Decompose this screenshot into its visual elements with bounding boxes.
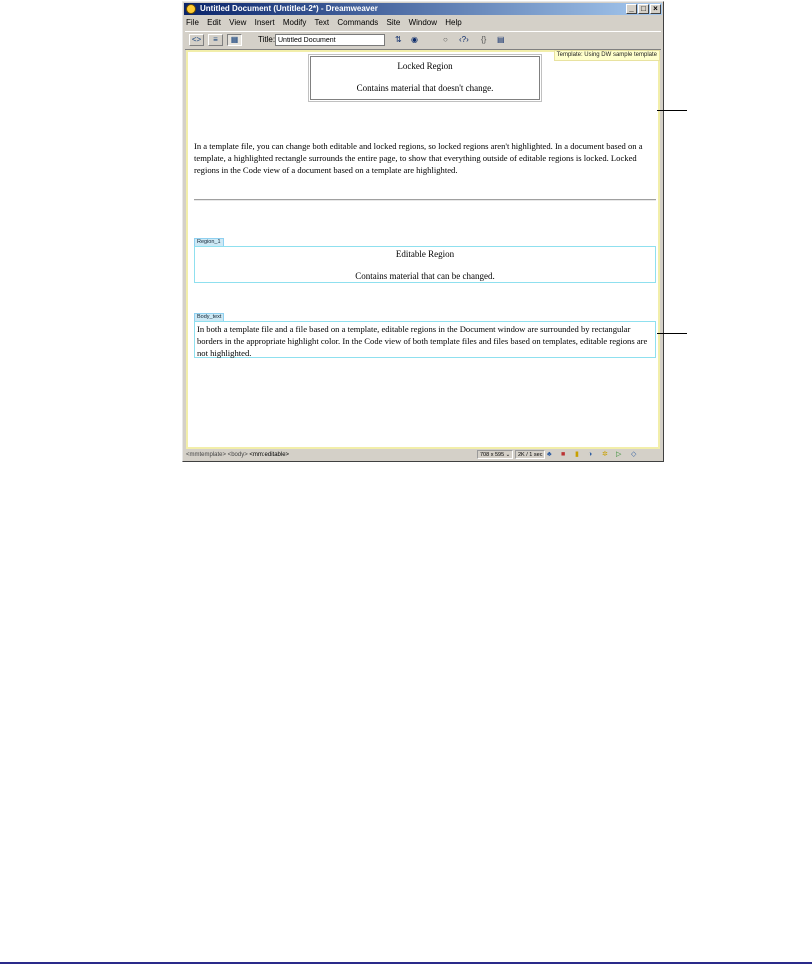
view-options-icon[interactable]: ▤ xyxy=(497,35,505,44)
css-styles-icon[interactable]: ◑ xyxy=(588,451,593,458)
menu-commands[interactable]: Commands xyxy=(337,18,379,27)
locked-region-title: Locked Region xyxy=(397,61,453,71)
horizontal-rule xyxy=(194,199,656,201)
menu-edit[interactable]: Edit xyxy=(207,18,221,27)
title-label: Title: xyxy=(258,35,276,44)
menu-bar xyxy=(186,17,468,29)
callout-line-editable xyxy=(657,333,687,334)
window-controls xyxy=(625,4,661,14)
menu-text[interactable]: Text xyxy=(314,18,330,27)
document-window[interactable] xyxy=(186,50,660,449)
close-button[interactable]: × xyxy=(650,4,661,14)
document-toolbar xyxy=(185,31,661,50)
html-styles-icon[interactable]: ▮ xyxy=(575,451,579,458)
region-1-tab[interactable]: Region_1 xyxy=(194,238,224,247)
body-text-tab[interactable]: Body_text xyxy=(194,313,224,322)
menu-file[interactable]: File xyxy=(186,18,199,27)
download-time: 2K / 1 sec xyxy=(515,450,545,459)
title-bar[interactable] xyxy=(184,3,662,15)
locked-region-body: Contains material that doesn't change. xyxy=(356,83,494,93)
template-tag: Template: Using DW sample template xyxy=(554,50,660,61)
refresh-icon[interactable]: ○ xyxy=(443,35,448,44)
locked-description-text: In a template file, you can change both editable and locked regions, so locked regions aren't highlighted. In a document based on a template, a highlighted rectangle surrounds the entire page, to show that everything outside of editable regions is locked. Locked regions in the Code view of a document based on a template are highlighted. xyxy=(194,141,643,175)
behaviors-icon[interactable]: ✲ xyxy=(602,451,608,458)
editable-region-body[interactable]: Contains material that can be changed. xyxy=(355,271,495,281)
maximize-button[interactable]: □ xyxy=(638,4,649,14)
status-bar xyxy=(185,450,661,460)
menu-insert[interactable]: Insert xyxy=(254,18,275,27)
window-size-selector[interactable]: 708 x 595 ⌄ xyxy=(477,450,513,459)
locked-region xyxy=(310,56,540,100)
menu-view[interactable]: View xyxy=(229,18,247,27)
dreamweaver-window xyxy=(182,1,664,462)
code-navigation-icon[interactable]: {} xyxy=(481,35,487,44)
menu-window[interactable]: Window xyxy=(408,18,438,27)
callout-line-locked xyxy=(657,110,687,111)
title-input[interactable] xyxy=(275,34,385,46)
design-view-icon[interactable]: ▦ xyxy=(227,34,242,46)
menu-site[interactable]: Site xyxy=(386,18,401,27)
window-title: Untitled Document (Untitled-2*) - Dreamweaver xyxy=(200,4,378,13)
tag-selector[interactable] xyxy=(186,450,289,460)
assets-icon[interactable]: ■ xyxy=(561,451,566,458)
editable-region-body-text[interactable] xyxy=(194,321,656,358)
code-view-icon[interactable]: <> xyxy=(189,34,204,46)
menu-modify[interactable]: Modify xyxy=(282,18,307,27)
code-inspector-icon[interactable]: ◇ xyxy=(631,451,637,458)
reference-icon[interactable]: ‹?› xyxy=(459,35,469,44)
preview-browser-icon[interactable]: ◉ xyxy=(411,35,418,44)
split-view-icon[interactable]: ≡ xyxy=(208,34,223,46)
tag-path[interactable]: <mmtemplate> <body> xyxy=(186,452,248,458)
minimize-button[interactable]: _ xyxy=(626,4,637,14)
history-icon[interactable]: ▷ xyxy=(616,451,622,458)
site-icon[interactable]: ♣ xyxy=(547,451,552,458)
editable-description-text[interactable]: In both a template file and a file based on a template, editable regions in the Document window are surrounded by rectangular borders in the appropriate highlight color. In the Code view of both template files and files based on templates, editable regions are not highlighted. xyxy=(197,324,648,358)
selected-tag[interactable]: <mm:editable> xyxy=(249,452,290,458)
menu-help[interactable]: Help xyxy=(445,18,462,27)
editable-region-title[interactable]: Editable Region xyxy=(395,249,455,259)
dreamweaver-app-icon xyxy=(186,4,196,14)
file-management-icon[interactable]: ⇅ xyxy=(395,35,402,44)
editable-region-1[interactable] xyxy=(194,246,656,283)
